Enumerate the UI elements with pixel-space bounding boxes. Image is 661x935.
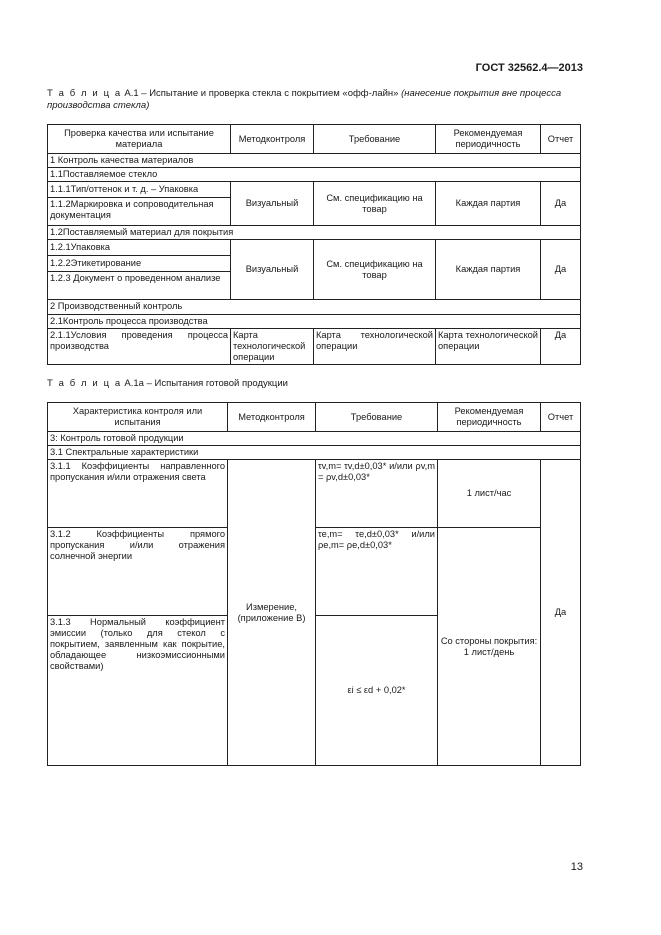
- method-cell: Измерение, (приложение В): [228, 460, 316, 766]
- col-header: Характеристика контроля или испытания: [48, 403, 228, 432]
- table1-caption-label: Т а б л и ц а: [47, 88, 122, 99]
- row-label: 1.2.1Упаковка: [48, 240, 231, 256]
- table-quality-control: [47, 124, 581, 365]
- table-row: [48, 460, 581, 528]
- table-finished-product: [47, 402, 581, 766]
- report-cell: Да: [541, 182, 581, 226]
- section-cell: 2.1Контроль процесса производства: [48, 315, 581, 329]
- table-row: [48, 329, 581, 365]
- period-cell: Каждая партия: [436, 240, 541, 300]
- col-header: Отчет: [541, 125, 581, 154]
- table-row: [48, 182, 581, 198]
- page-number: 13: [570, 861, 583, 873]
- requirement-cell: εi ≤ εd + 0,02*: [316, 616, 438, 766]
- table-row: [48, 168, 581, 182]
- method-cell: Карта технологической операции: [231, 329, 314, 365]
- row-label: 1.1.2Маркировка и сопроводительная документация: [48, 198, 231, 226]
- table-row: [48, 240, 581, 256]
- table-row: [48, 446, 581, 460]
- requirement-cell: См. спецификацию на товар: [314, 240, 436, 300]
- period-cell: 1 лист/час: [438, 460, 541, 528]
- section-cell: 3.1 Спектральные характеристики: [48, 446, 581, 460]
- period-cell: Карта технологической операции: [436, 329, 541, 365]
- col-header: Проверка качества или испытание материала: [48, 125, 231, 154]
- report-cell: Да: [541, 460, 581, 766]
- table2-caption-label: Т а б л и ц а: [47, 378, 122, 389]
- col-header: Отчет: [541, 403, 581, 432]
- document-code: ГОСТ 32562.4—2013: [475, 62, 583, 74]
- table-row: [48, 154, 581, 168]
- section-cell: 1.1Поставляемое стекло: [48, 168, 581, 182]
- col-header: Рекомендуемая периодичность: [438, 403, 541, 432]
- method-cell: Визуальный: [231, 182, 314, 226]
- section-cell: 3: Контроль готовой продукции: [48, 432, 581, 446]
- row-label: 1.2.3 Документ о проведенном анализе: [48, 272, 231, 300]
- period-cell: Со стороны покрытия: 1 лист/день: [438, 528, 541, 766]
- row-label: 2.1.1Условия проведения процесса производства: [48, 329, 231, 365]
- method-cell: Визуальный: [231, 240, 314, 300]
- table-row: [48, 315, 581, 329]
- col-header: Методконтроля: [231, 125, 314, 154]
- row-label: 3.1.2 Коэффициенты прямого пропускания и/или отражения солнечной энергии: [48, 528, 228, 616]
- requirement-cell: τv,m= τv,d±0,03* и/или ρv,m = ρv,d±0,03*: [316, 460, 438, 528]
- table1-caption-text: А.1 – Испытание и проверка стекла с покрытием «офф-лайн»: [121, 88, 402, 99]
- section-cell: 1 Контроль качества материалов: [48, 154, 581, 168]
- requirement-cell: τe,m= τe,d±0,03* и/или ρe,m= ρe,d±0,03*: [316, 528, 438, 616]
- table1-caption-italic: (нанесение покрытия вне процесса производства стекла): [47, 88, 562, 111]
- col-header: Методконтроля: [228, 403, 316, 432]
- period-cell: Каждая партия: [436, 182, 541, 226]
- table-row: [48, 432, 581, 446]
- requirement-cell: Карта технологической операции: [314, 329, 436, 365]
- table2-caption-text: А.1а – Испытания готовой продукции: [121, 378, 288, 389]
- col-header: Рекомендуемая периодичность: [436, 125, 541, 154]
- col-header: Требование: [316, 403, 438, 432]
- section-cell: 1.2Поставляемый материал для покрытия: [48, 226, 581, 240]
- report-cell: Да: [541, 329, 581, 365]
- row-label: 3.1.1 Коэффициенты направленного пропускания и/или отражения света: [48, 460, 228, 528]
- table1-caption: [47, 88, 587, 112]
- table2-caption: [47, 378, 587, 390]
- row-label: 3.1.3 Нормальный коэффициент эмиссии (только для стекол с покрытием, заявленным как покрытие, обладающее низкоэмиссионными свойствами): [48, 616, 228, 766]
- col-header: Требование: [314, 125, 436, 154]
- table-row: [48, 300, 581, 315]
- report-cell: Да: [541, 240, 581, 300]
- table-header-row: [48, 125, 581, 154]
- row-label: 1.1.1Тип/оттенок и т. д. – Упаковка: [48, 182, 231, 198]
- requirement-cell: См. спецификацию на товар: [314, 182, 436, 226]
- table-row: [48, 226, 581, 240]
- row-label: 1.2.2Этикетирование: [48, 256, 231, 272]
- table-header-row: [48, 403, 581, 432]
- section-cell: 2 Производственный контроль: [48, 300, 581, 315]
